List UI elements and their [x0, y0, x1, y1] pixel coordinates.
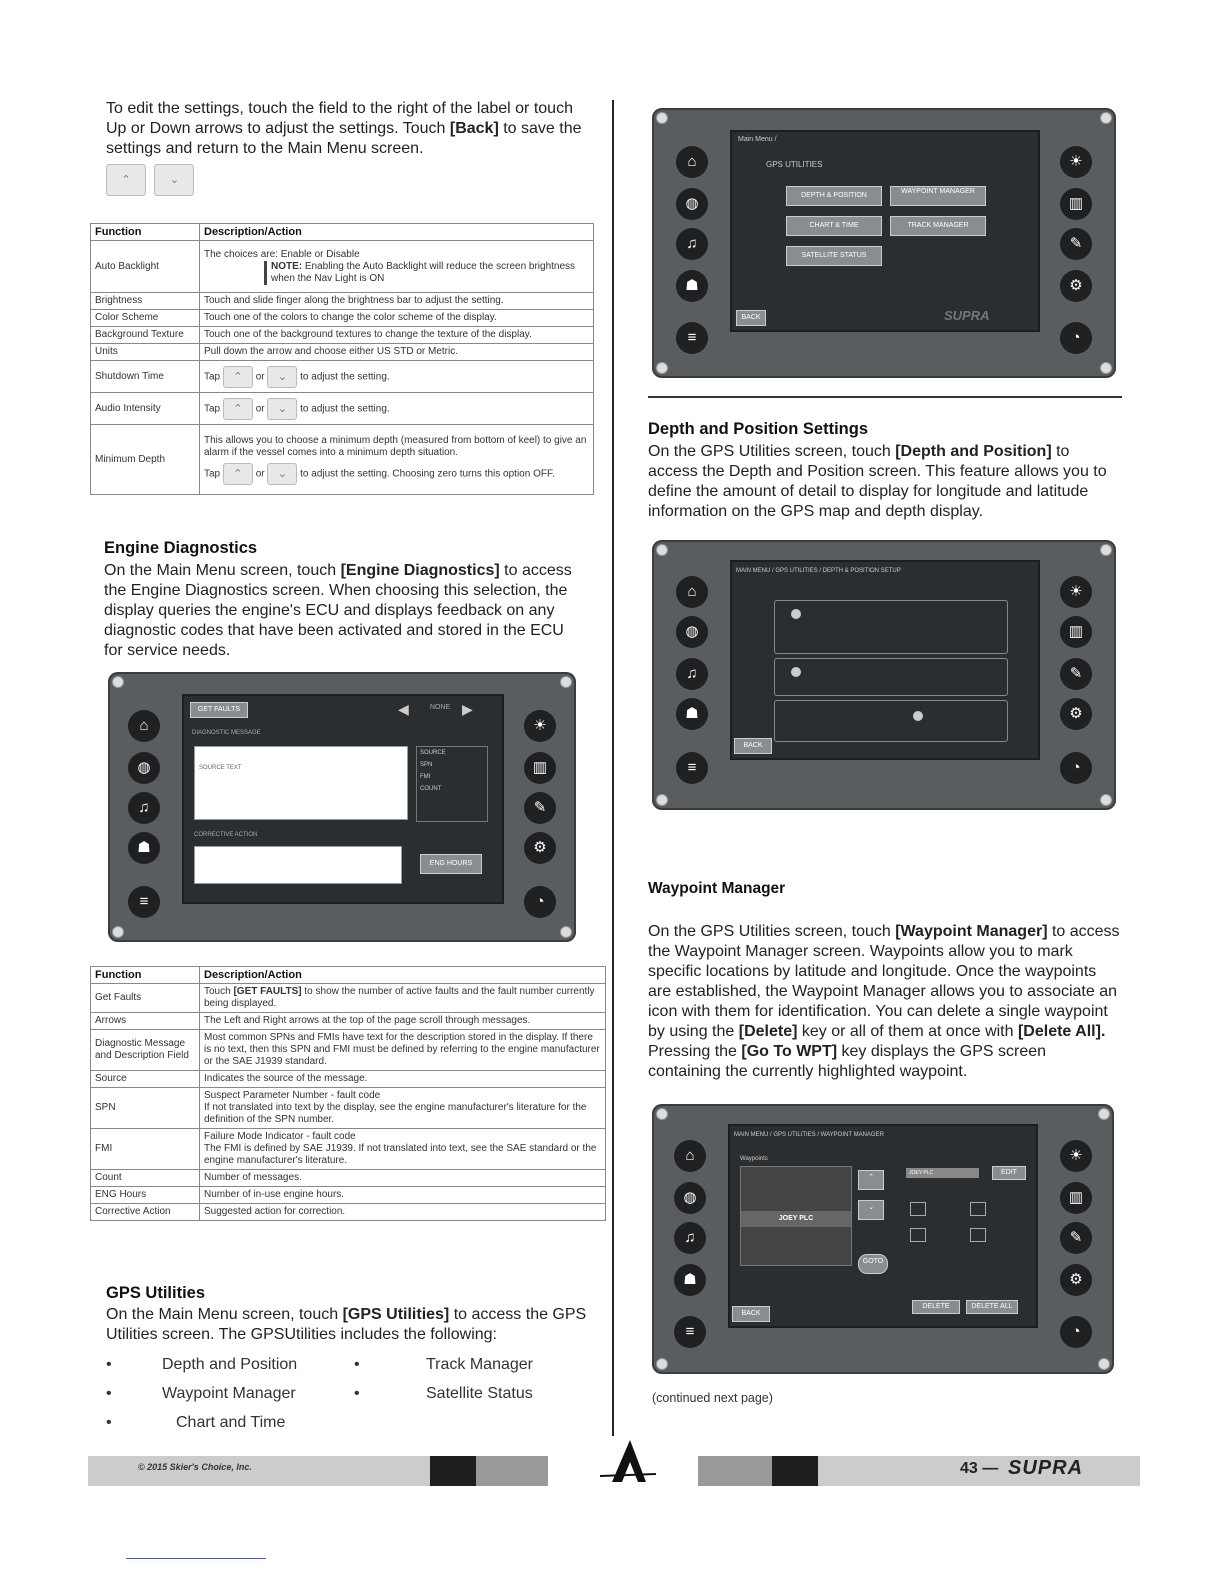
up-arrow-icon[interactable]: ⌃	[858, 1170, 884, 1190]
speedometer-icon: ◔	[1060, 752, 1092, 784]
back-button[interactable]: BACK	[734, 738, 772, 754]
waypoint-manager-screenshot	[652, 1104, 1114, 1374]
down-arrow-icon[interactable]: ⌄	[858, 1200, 884, 1220]
edit-icon: ✎	[1060, 228, 1092, 260]
list-item: Satellite Status	[426, 1385, 533, 1402]
music-icon: ♫	[676, 228, 708, 260]
table-row: Source Indicates the source of the message.	[91, 1071, 606, 1088]
globe-icon: ◍	[676, 188, 708, 220]
satellite-status-button[interactable]: SATELLITE STATUS	[786, 246, 882, 266]
depth-paragraph: On the GPS Utilities screen, touch [Depth and Position] to access the Depth and Position screen. This feature allows you to define the amount of detail to display for longitude and latitude information on the GPS map and depth display.	[648, 443, 1107, 520]
globe-icon: ◍	[674, 1182, 706, 1214]
note: NOTE: Enabling the Auto Backlight will reduce the screen brightness when the Nav Light is ON	[264, 261, 589, 285]
prev-arrow-icon: ◀	[398, 701, 409, 717]
up-arrow-icon: ⌃	[223, 366, 253, 388]
col-description: Description/Action	[200, 224, 594, 241]
table-row: FMI Failure Mode Indicator - fault code The FMI is defined by SAE J1939. If not translated into text, see the SAE standard or the engine manufacturer's literature.	[91, 1129, 606, 1170]
table-row: Arrows The Left and Right arrows at the top of the page scroll through messages.	[91, 1013, 606, 1030]
table-row: Get Faults Touch [GET FAULTS] to show the number of active faults and the fault number currently being displayed.	[91, 984, 606, 1013]
table-row: ENG Hours Number of in-use engine hours.	[91, 1187, 606, 1204]
music-icon: ♫	[674, 1222, 706, 1254]
table-row: Auto Backlight The choices are: Enable or Disable NOTE: Enabling the Auto Backlight will reduce the screen brightness when the Nav Light is ON	[91, 241, 594, 293]
next-arrow-icon: ▶	[462, 701, 473, 717]
up-arrow-icon: ⌃	[223, 398, 253, 420]
edit-icon: ✎	[1060, 1222, 1092, 1254]
up-down-buttons	[106, 164, 194, 196]
light-icon: ☀	[1060, 1140, 1092, 1172]
menu-icon: ≡	[674, 1316, 706, 1348]
globe-icon: ◍	[676, 616, 708, 648]
list-item[interactable]: JOEY PLC	[741, 1211, 851, 1227]
gps-utilities-screenshot	[652, 108, 1116, 378]
table-row: Units Pull down the arrow and choose either US STD or Metric.	[91, 344, 594, 361]
page-number: 43 —	[960, 1460, 999, 1477]
table-row: Background Texture Touch one of the background textures to change the texture of the display.	[91, 327, 594, 344]
chart-time-button[interactable]: CHART & TIME	[786, 216, 882, 236]
col-function: Function	[91, 224, 200, 241]
light-icon: ☀	[1060, 146, 1092, 178]
table-row: Audio Intensity Tap ⌃ or ⌄ to adjust the setting.	[91, 393, 594, 425]
down-arrow-icon: ⌄	[154, 164, 194, 196]
menu-icon: ≡	[676, 752, 708, 784]
gps-screen: Main Menu / GPS UTILITIES DEPTH & POSITION WAYPOINT MANAGER CHART & TIME TRACK MANAGER SATELLITE STATUS BACK SUPRA	[730, 130, 1040, 332]
speedometer-icon: ◔	[1060, 1316, 1092, 1348]
footer-block	[772, 1456, 818, 1486]
up-arrow-icon: ⌃	[106, 164, 146, 196]
gps-paragraph: On the Main Menu screen, touch [GPS Utilities] to access the GPS Utilities screen. The GPSUtilities includes the following:	[106, 1306, 587, 1343]
diagnostics-table: Function Description/Action Get Faults Touch [GET FAULTS] to show the number of active faults and the fault number currently being displayed. Arrows The Left and Right arrows at the top of the page scroll through messages. Diagnostic Message and Description Field Most common SPNs and FMIs have text for the description stored in the display. If there is no text, then this SPN and FMI must be defined by referring to the engine manufacturer or the SAE J1939 standard. Source Indicates the source of the message. SPN Suspect Parameter Number - fault code If not translated into text by the display, see the engine manufacturer's literature for the definition of the SPN number. FMI Failure Mode Indicator - fault code The FMI is defined by SAE J1939. If not translated into text, see the SAE standard or the engine manufacturer's literature. Count Number of messages. ENG Hours Number of in-use engine hours. Corrective Action Suggested action for correction.	[90, 966, 606, 1221]
up-arrow-icon: ⌃	[223, 463, 253, 485]
music-icon: ♫	[676, 658, 708, 690]
icon-option[interactable]	[910, 1202, 926, 1216]
list-item: Waypoint Manager	[162, 1385, 296, 1402]
depth-position-screenshot	[652, 540, 1116, 810]
gps-heading: GPS Utilities	[106, 1284, 206, 1302]
speedometer-icon: ◔	[1060, 322, 1092, 354]
delete-all-button[interactable]: DELETE ALL	[966, 1300, 1018, 1314]
waypoint-paragraph: On the GPS Utilities screen, touch [Waypoint Manager] to access the Waypoint Manager screen. Waypoints allow you to mark specific locations by latitude and longitude. Once the waypoints are established, the Waypoint Manager allows you to associate an icon with them for identification. You can delete a single waypoint by using the [Delete] key or all of them at once with [Delete All]. Pressing the [Go To WPT] key displays the GPS screen containing the currently highlighted waypoint.	[648, 923, 1120, 1080]
list-item: Track Manager	[426, 1356, 533, 1373]
globe-icon: ◍	[128, 752, 160, 784]
table-row: SPN Suspect Parameter Number - fault code If not translated into text by the display, see the engine manufacturer's literature for the definition of the SPN number.	[91, 1088, 606, 1129]
list-item: Depth and Position	[162, 1356, 298, 1373]
icon-option[interactable]	[910, 1228, 926, 1242]
home-icon: ⌂	[128, 710, 160, 742]
down-arrow-icon: ⌄	[267, 463, 297, 485]
footer-block	[698, 1456, 772, 1486]
divider	[648, 396, 1122, 398]
home-icon: ⌂	[676, 576, 708, 608]
table-row: Count Number of messages.	[91, 1170, 606, 1187]
home-icon: ⌂	[676, 146, 708, 178]
menu-icon: ≡	[676, 322, 708, 354]
edit-icon: ✎	[1060, 658, 1092, 690]
home-icon: ⌂	[674, 1140, 706, 1172]
down-arrow-icon: ⌄	[267, 398, 297, 420]
depth-screen: MAIN MENU / GPS UTILITIES / DEPTH & POSITION SETUP BACK	[730, 560, 1040, 760]
intro-paragraph: To edit the settings, touch the field to the right of the label or touch Up or Down arrows to adjust the settings. Touch [Back] to save the settings and return to the Main Menu screen.	[106, 100, 582, 157]
depth-heading: Depth and Position Settings	[648, 420, 869, 438]
back-button[interactable]: BACK	[736, 310, 766, 326]
engine-heading: Engine Diagnostics	[104, 539, 258, 557]
music-icon: ♫	[128, 792, 160, 824]
depth-position-button[interactable]: DEPTH & POSITION	[786, 186, 882, 206]
continued-note: (continued next page)	[652, 1391, 773, 1405]
footer-block	[430, 1456, 476, 1486]
table-row: Shutdown Time Tap ⌃ or ⌄ to adjust the setting.	[91, 361, 594, 393]
speedometer-icon: ◔	[524, 886, 556, 918]
gauge-icon: ▥	[1060, 188, 1092, 220]
back-button[interactable]: BACK	[732, 1306, 770, 1322]
table-row: Minimum Depth This allows you to choose a minimum depth (measured from bottom of keel) to give an alarm if the vessel comes into a minimum depth situation. Tap ⌃ or ⌄ to adjust the setting. Choosing zero turns this option OFF.	[91, 425, 594, 495]
engine-icon: ⚙	[1060, 270, 1092, 302]
copyright: © 2015 Skier's Choice, Inc.	[138, 1462, 252, 1472]
engine-diagnostics-screenshot	[108, 672, 576, 942]
track-manager-button[interactable]: TRACK MANAGER	[890, 216, 986, 236]
table-row: Corrective Action Suggested action for correction.	[91, 1204, 606, 1221]
icon-option[interactable]	[970, 1202, 986, 1216]
waypoint-list[interactable]	[740, 1166, 852, 1266]
table-row: Diagnostic Message and Description Field Most common SPNs and FMIs have text for the description stored in the display. If there is no text, then this SPN and FMI must be defined by referring to the engine manufacturer or the SAE J1939 standard.	[91, 1030, 606, 1071]
column-divider	[612, 100, 614, 1436]
person-icon: ☗	[676, 698, 708, 730]
gauge-icon: ▥	[1060, 1182, 1092, 1214]
footer-link-line	[126, 1558, 266, 1559]
settings-table	[90, 223, 594, 495]
gauge-icon: ▥	[524, 752, 556, 784]
delete-button[interactable]: DELETE	[912, 1300, 960, 1314]
list-item: Chart and Time	[176, 1414, 286, 1431]
brand-logo: SUPRA	[1008, 1457, 1084, 1479]
waypoint-name-field[interactable]: JOEY PLC	[906, 1168, 979, 1178]
light-icon: ☀	[1060, 576, 1092, 608]
engine-icon: ⚙	[524, 832, 556, 864]
edit-icon: ✎	[524, 792, 556, 824]
engine-paragraph: On the Main Menu screen, touch [Engine Diagnostics] to access the Engine Diagnostics screen. When choosing this selection, the display queries the engine's ECU and displays feedback on any diagnostic codes that have been activated and stored in the ECU for service needs.	[104, 562, 572, 659]
engine-icon: ⚙	[1060, 1264, 1092, 1296]
down-arrow-icon: ⌄	[267, 366, 297, 388]
waypoint-screen: MAIN MENU / GPS UTILITIES / WAYPOINT MANAGER Waypoints JOEY PLC ⌃ ⌄ GOTO JOEY PLC EDIT DELETE DELETE ALL BACK	[728, 1124, 1038, 1328]
person-icon: ☗	[674, 1264, 706, 1296]
waypoint-heading: Waypoint Manager	[648, 880, 786, 897]
supra-logo-icon	[600, 1436, 660, 1486]
light-icon: ☀	[524, 710, 556, 742]
edit-button[interactable]: EDIT	[992, 1166, 1026, 1180]
table-row: Brightness Touch and slide finger along the brightness bar to adjust the setting.	[91, 293, 594, 310]
engine-screen: GET FAULTS ◀ NONE ▶ DIAGNOSTIC MESSAGE SOURCE TEXT SOURCE SPN FMI COUNT CORRECTIVE ACTION ENG HOURS	[182, 694, 504, 904]
menu-icon: ≡	[128, 886, 160, 918]
gauge-icon: ▥	[1060, 616, 1092, 648]
person-icon: ☗	[676, 270, 708, 302]
goto-wpt-button[interactable]: GOTO	[858, 1254, 888, 1274]
engine-icon: ⚙	[1060, 698, 1092, 730]
person-icon: ☗	[128, 832, 160, 864]
waypoint-manager-button[interactable]: WAYPOINT MANAGER	[890, 186, 986, 206]
icon-option[interactable]	[970, 1228, 986, 1242]
table-row: Color Scheme Touch one of the colors to change the color scheme of the display.	[91, 310, 594, 327]
footer-block	[476, 1456, 548, 1486]
